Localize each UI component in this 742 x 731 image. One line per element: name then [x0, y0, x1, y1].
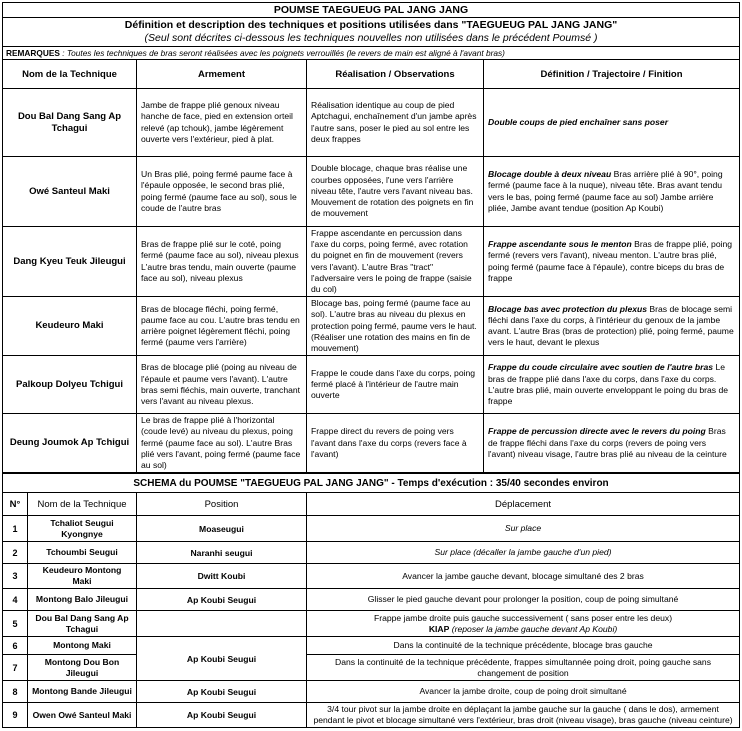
table-row: 8 Montong Bande Jileugui Ap Koubi Seugui Avancer la jambe droite, coup de poing droit simultané [3, 681, 740, 703]
header-technique: Nom de la Technique [3, 60, 137, 89]
header-deplacement: Déplacement [307, 493, 740, 516]
table-row: 7 Montong Dou Bon Jileugui Dans la continuité de la technique précédente, frappes simultannée poing droit, poing gauche sans changement de position [3, 655, 740, 681]
table-row: Dou Bal Dang Sang Ap Tchagui Jambe de frappe plié genoux niveau hanche de face, pied en extension orteil relevé (ap tchouk), jambe légèrement ouverte vers l'extérieur, pied à plat. Réalisation identique au coup de pied Aptchagui, enchaînement d'un jambe après l'autre sans, poser le pied au sol entre les deux frappes Double coups de pied enchaîner sans poser [3, 89, 740, 157]
header-position: Position [137, 493, 307, 516]
header-armement: Armement [137, 60, 307, 89]
header-technique: Nom de la Technique [28, 493, 137, 516]
table-row: 6 Montong Maki Ap Koubi Seugui Dans la continuité de la technique précédente, blocage bras gauche [3, 637, 740, 655]
remarks: REMARQUES : Toutes les techniques de bras seront réalisées avec les poignets verrouillés (le revers de main est aligné à l'avant bras) [3, 47, 740, 60]
table-subtitle: Définition et description des techniques et positions utilisées dans "TAEGUEUG PAL JANG JANG" (Seul sont décrites ci-dessous les techniques nouvelles non utilisées dans le précédent Poumsé ) [3, 18, 740, 47]
schema-title: SCHEMA du POUMSE "TAEGUEUG PAL JANG JANG" - Temps d'exécution : 35/40 secondes environ [3, 474, 740, 493]
table-row: Deung Joumok Ap Tchigui Le bras de frappe plié à l'horizontal (coude levé) au niveau du plexus, poing fermé (paume face au sol). L'autre Bras plié vers l'avant, poing fermé (paume face au sol) Frappe direct du revers de poing vers l'avant dans l'axe du corps (revers face à l'avant) Frappe de percussion directe avec le revers du poing Bras de frappe fléchi dans l'axe du corps (revers de poing vers l'avant) niveau visage, l'autre bras plié au niveau de la ceinture [3, 414, 740, 473]
table-row: 9 Owen Owé Santeul Maki Ap Koubi Seugui 3/4 tour pivot sur la jambe droite en déplaçant la jambe gauche sur la gauche ( dans le dos), armement pendant le pivot et blocage simultané vers l'extérieur, bras droit (niveau visage), bras gauche (niveau ceinture) [3, 703, 740, 728]
table-row: Dang Kyeu Teuk Jileugui Bras de frappe plié sur le coté, poing fermé (paume face au sol), niveau plexus L'autre bras tendu, main ouverte (paume face au sol), niveau plexus Frappe ascendante en percussion dans l'axe du corps, poing fermé, avec rotation du poignet en fin de mouvement (revers vers l'avant). L'autre Bras "tract" l'adversaire vers le poing de frappe (saisie du col) Frappe ascendante sous le menton Bras de frappe plié, poing fermé (revers vers l'avant), niveau menton. L'autre bras plié, poing fermé (paume face à l'épaule), contre biceps du bras de frappe [3, 227, 740, 297]
table-row: 2 Tchoumbi Seugui Naranhi seugui Sur place (décaller la jambe gauche d'un pied) [3, 542, 740, 564]
table-row: Owé Santeul Maki Un Bras plié, poing fermé paume face à l'épaule opposée, le second bras plié, poing fermé (paume face au sol), sous le coude de l'autre bras Double blocage, chaque bras réalise une courbes opposées, l'une vers l'arrière niveau tête, l'autre vers l'avant niveau bas. Mouvement de rotation des poignets en fin de mouvement Blocage double à deux niveau Bras arrière plié à 90°, poing fermé (paume face à la nuque), niveau tête. Bras avant tendu vers le bas, poing fermé (paume face au sol) Jambe arrière pliée, Jambe avant tendue (position Ap Koubi) [3, 157, 740, 227]
table-row: Palkoup Dolyeu Tchigui Bras de blocage plié (poing au niveau de l'épaule et paume vers l'avant). L'autre bras semi fléchis, main ouverte, tranchant vers l'avant au niveau plexus. Frappe le coude dans l'axe du corps, poing fermé placé à l'intérieur de l'autre main ouverte Frappe du coude circulaire avec soutien de l'autre bras Le bras de frappe plié dans l'axe du corps, dans l'axe du corps. L'autre bras plié, main ouverte enveloppant le poing du bras de frappe [3, 356, 740, 414]
page-title: POUMSE TAEGUEUG PAL JANG JANG [3, 3, 740, 18]
table-row: 1 Tchaliot Seugui Kyongnye Moaseugui Sur place [3, 516, 740, 542]
schema-table [2, 473, 740, 728]
header-definition: Définition / Trajectoire / Finition [484, 60, 740, 89]
table-row: Keudeuro Maki Bras de blocage fléchi, poing fermé, paume face au cou. L'autre bras tendu en arrière poignet légèrement fléchi, poing fermé (paume vers l'arrière) Blocage bas, poing fermé (paume face au sol). L'autre bras au niveau du plexus en protection poing fermé, paume vers le haut. (Réaliser une rotation des mains en fin de mouvement) Blocage bas avec protection du plexus Bras de blocage semi fléchi dans l'axe du corps, à l'intérieur du genoux de la jambe avant. L'autre Bras (bras de protection) plié, poing fermé, paume vers le haut, devant le plexus [3, 297, 740, 356]
table-row: 5 Dou Bal Dang Sang Ap Tchagui Frappe jambe droite puis gauche successivement ( sans poser entre les deux) KIAP (reposer la jambe gauche devant Ap Koubi) [3, 611, 740, 637]
header-num: N° [3, 493, 28, 516]
table-row: 3 Keudeuro Montong Maki Dwitt Koubi Avancer la jambe gauche devant, blocage simultané des 2 bras [3, 564, 740, 589]
table-row: 4 Montong Balo Jileugui Ap Koubi Seugui Glisser le pied gauche devant pour prolonger la position, coup de poing simultané [3, 589, 740, 611]
header-realisation: Réalisation / Observations [307, 60, 484, 89]
techniques-table [2, 2, 740, 473]
